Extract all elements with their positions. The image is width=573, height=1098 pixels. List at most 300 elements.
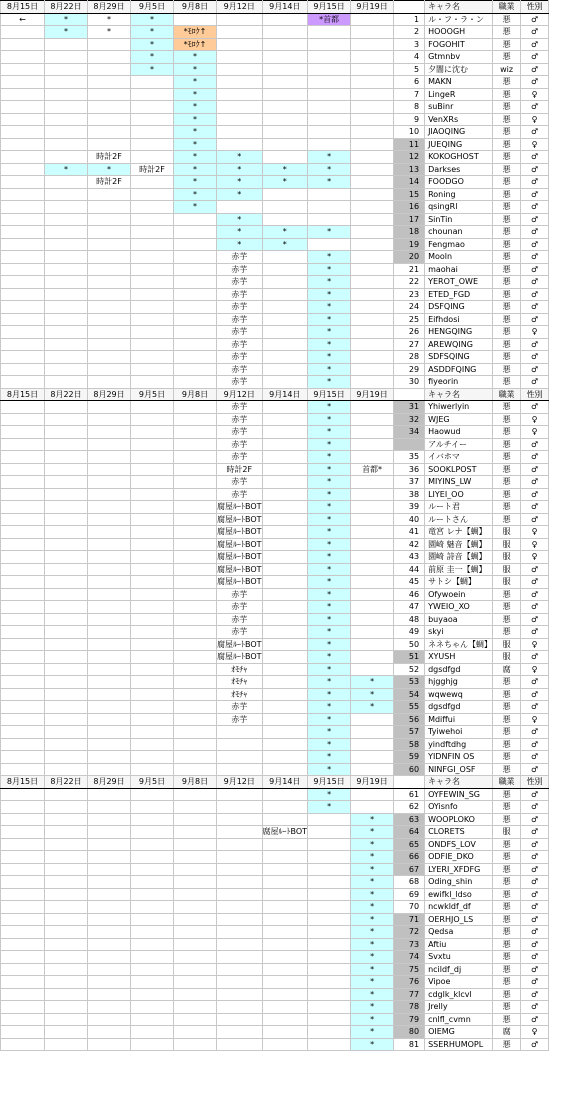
schedule-cell	[131, 401, 174, 414]
schedule-cell	[351, 288, 394, 301]
schedule-cell	[351, 51, 394, 64]
schedule-cell: 赤芋	[217, 713, 263, 726]
schedule-cell	[262, 926, 308, 939]
schedule-cell	[351, 163, 394, 176]
schedule-cell	[351, 26, 394, 39]
schedule-cell	[351, 176, 394, 189]
character-sex: ♂	[521, 213, 549, 226]
sex-header: 性別	[521, 388, 549, 401]
schedule-cell	[88, 438, 131, 451]
schedule-cell	[45, 701, 88, 714]
schedule-cell	[351, 763, 394, 776]
row-number: 80	[394, 1026, 425, 1039]
schedule-cell	[1, 988, 45, 1001]
date-header: 9月12日	[217, 388, 263, 401]
schedule-cell: 赤芋	[217, 588, 263, 601]
schedule-cell	[262, 963, 308, 976]
schedule-cell: *	[308, 788, 351, 801]
character-name: ncwkldf_df	[425, 901, 493, 914]
schedule-cell	[351, 376, 394, 389]
schedule-cell	[45, 926, 88, 939]
character-sex: ♂	[521, 988, 549, 1001]
character-class: 悪	[493, 238, 521, 251]
character-name: サトシ【蜩】	[425, 576, 493, 589]
schedule-cell	[262, 938, 308, 951]
schedule-cell: *	[217, 176, 263, 189]
schedule-cell	[217, 826, 263, 839]
schedule-cell	[45, 401, 88, 414]
schedule-cell	[45, 913, 88, 926]
schedule-cell	[131, 888, 174, 901]
schedule-cell	[45, 38, 88, 51]
character-name: maohai	[425, 263, 493, 276]
schedule-cell: *	[351, 676, 394, 689]
schedule-cell	[45, 138, 88, 151]
character-row	[1, 963, 549, 976]
schedule-cell	[131, 301, 174, 314]
schedule-cell	[351, 326, 394, 339]
schedule-cell	[88, 626, 131, 639]
date-header: 9月19日	[351, 388, 394, 401]
character-sex: ♂	[521, 801, 549, 814]
schedule-cell	[174, 751, 217, 764]
character-name: ルートさん	[425, 513, 493, 526]
character-sex: ♂	[521, 351, 549, 364]
schedule-cell	[131, 851, 174, 864]
schedule-cell	[1, 651, 45, 664]
schedule-cell	[217, 1026, 263, 1039]
character-class: 悪	[493, 913, 521, 926]
character-sex: ♂	[521, 376, 549, 389]
schedule-cell: *	[308, 676, 351, 689]
character-sex: ♂	[521, 363, 549, 376]
character-class: 悪	[493, 263, 521, 276]
row-number: 66	[394, 851, 425, 864]
schedule-cell	[262, 213, 308, 226]
schedule-cell: *	[351, 938, 394, 951]
character-class: 悪	[493, 926, 521, 939]
character-class: 悪	[493, 476, 521, 489]
schedule-cell	[217, 63, 263, 76]
character-class: 悪	[493, 701, 521, 714]
schedule-cell	[88, 826, 131, 839]
date-header: 9月19日	[351, 1, 394, 14]
schedule-cell	[1, 863, 45, 876]
character-row	[1, 788, 549, 801]
character-row	[1, 476, 549, 489]
character-sex: ♂	[521, 276, 549, 289]
schedule-cell: 首都*	[351, 463, 394, 476]
schedule-cell	[262, 326, 308, 339]
schedule-cell	[1, 501, 45, 514]
schedule-cell: *	[308, 426, 351, 439]
character-sex: ♂	[521, 238, 549, 251]
schedule-cell	[1, 588, 45, 601]
sex-header: 性別	[521, 776, 549, 789]
character-sex: ♀	[521, 88, 549, 101]
schedule-cell	[262, 76, 308, 89]
schedule-cell: *	[351, 688, 394, 701]
schedule-cell	[351, 501, 394, 514]
character-sex: ♂	[521, 451, 549, 464]
schedule-cell	[1, 376, 45, 389]
row-number: 79	[394, 1013, 425, 1026]
schedule-cell: *	[351, 888, 394, 901]
character-name: SSERHUMOPL	[425, 1038, 493, 1051]
schedule-cell	[217, 101, 263, 114]
schedule-cell	[131, 251, 174, 264]
row-number: 20	[394, 251, 425, 264]
character-name: XYUSH	[425, 651, 493, 664]
character-name: 前原 圭一【蜩】	[425, 563, 493, 576]
character-class: 悪	[493, 1038, 521, 1051]
schedule-cell	[308, 1001, 351, 1014]
schedule-cell: *	[308, 363, 351, 376]
schedule-cell	[1, 913, 45, 926]
character-name: アルチイー	[425, 438, 493, 451]
character-sex: ♂	[521, 838, 549, 851]
character-class: 悪	[493, 676, 521, 689]
schedule-cell	[262, 63, 308, 76]
schedule-cell	[1, 76, 45, 89]
character-name: YEROT_OWE	[425, 276, 493, 289]
character-name: Eifhdosi	[425, 313, 493, 326]
schedule-cell	[1, 351, 45, 364]
schedule-cell	[45, 251, 88, 264]
schedule-cell	[217, 751, 263, 764]
schedule-cell	[174, 926, 217, 939]
character-sex: ♂	[521, 188, 549, 201]
row-number: 60	[394, 763, 425, 776]
schedule-cell: *	[308, 463, 351, 476]
schedule-cell	[174, 313, 217, 326]
schedule-cell	[1, 413, 45, 426]
character-class: 悪	[493, 688, 521, 701]
row-number: 27	[394, 338, 425, 351]
schedule-cell: *	[308, 451, 351, 464]
character-name: fiyeorin	[425, 376, 493, 389]
date-header: 9月8日	[174, 1, 217, 14]
character-class: 悪	[493, 626, 521, 639]
schedule-cell: *	[262, 238, 308, 251]
schedule-cell: *	[308, 488, 351, 501]
character-name: WOOPLOKO	[425, 813, 493, 826]
schedule-cell: ←	[1, 13, 45, 26]
character-name: 竜宮 レナ【蜩】	[425, 526, 493, 539]
schedule-cell	[262, 813, 308, 826]
character-class: 服	[493, 563, 521, 576]
schedule-cell	[174, 301, 217, 314]
schedule-cell	[131, 576, 174, 589]
character-name: SDFSQING	[425, 351, 493, 364]
header-row	[1, 1, 549, 14]
schedule-cell	[262, 463, 308, 476]
character-row	[1, 663, 549, 676]
schedule-cell	[131, 151, 174, 164]
schedule-cell	[217, 51, 263, 64]
schedule-cell: *	[174, 113, 217, 126]
schedule-cell	[88, 813, 131, 826]
schedule-cell: *	[308, 701, 351, 714]
character-row	[1, 813, 549, 826]
schedule-cell	[45, 376, 88, 389]
character-name: CLORETS	[425, 826, 493, 839]
schedule-cell: *	[308, 801, 351, 814]
row-number	[394, 438, 425, 451]
character-class: 悪	[493, 88, 521, 101]
schedule-cell	[45, 351, 88, 364]
row-number: 35	[394, 451, 425, 464]
row-number: 56	[394, 713, 425, 726]
character-sex: ♂	[521, 976, 549, 989]
character-class: 悪	[493, 288, 521, 301]
schedule-cell	[1, 526, 45, 539]
schedule-cell	[217, 726, 263, 739]
schedule-cell: ｵﾓﾁｬ	[217, 663, 263, 676]
schedule-cell	[1, 401, 45, 414]
row-number: 32	[394, 413, 425, 426]
character-class: 悪	[493, 313, 521, 326]
schedule-cell: *	[308, 626, 351, 639]
date-header: 9月14日	[262, 1, 308, 14]
schedule-cell	[262, 576, 308, 589]
schedule-cell	[217, 888, 263, 901]
date-header: 9月14日	[262, 388, 308, 401]
character-sex: ♂	[521, 826, 549, 839]
row-number: 14	[394, 176, 425, 189]
character-class: 悪	[493, 413, 521, 426]
schedule-cell	[351, 476, 394, 489]
schedule-cell: 赤芋	[217, 263, 263, 276]
schedule-cell: *	[351, 863, 394, 876]
schedule-cell: *	[351, 701, 394, 714]
schedule-cell	[88, 688, 131, 701]
character-name: ルート君	[425, 501, 493, 514]
schedule-cell: *	[131, 51, 174, 64]
schedule-cell	[1, 101, 45, 114]
character-sex: ♂	[521, 51, 549, 64]
character-row	[1, 738, 549, 751]
schedule-cell	[88, 526, 131, 539]
sex-header: 性別	[521, 1, 549, 14]
schedule-cell	[262, 638, 308, 651]
schedule-cell: *	[308, 551, 351, 564]
row-number: 59	[394, 751, 425, 764]
character-sex: ♀	[521, 538, 549, 551]
character-name: Jrelly	[425, 1001, 493, 1014]
schedule-cell	[262, 663, 308, 676]
schedule-cell	[351, 626, 394, 639]
schedule-cell: *	[308, 351, 351, 364]
character-sex: ♂	[521, 651, 549, 664]
schedule-cell	[1, 26, 45, 39]
character-sex: ♀	[521, 638, 549, 651]
schedule-cell	[45, 438, 88, 451]
schedule-cell	[88, 663, 131, 676]
schedule-cell	[174, 326, 217, 339]
character-name: chounan	[425, 226, 493, 239]
schedule-cell	[262, 588, 308, 601]
character-name: dgsdfgd	[425, 701, 493, 714]
name-header: キャラ名	[425, 1, 493, 14]
schedule-cell: 腐屋ﾙｰﾄBOT	[217, 577, 262, 587]
schedule-cell	[262, 1026, 308, 1039]
schedule-cell	[45, 863, 88, 876]
character-class: 悪	[493, 713, 521, 726]
date-header: 9月12日	[217, 776, 263, 789]
schedule-cell	[88, 701, 131, 714]
row-number: 36	[394, 463, 425, 476]
class-header: 職業	[493, 388, 521, 401]
character-sex: ♂	[521, 438, 549, 451]
row-number: 34	[394, 426, 425, 439]
schedule-cell	[45, 813, 88, 826]
character-name: LYERI_XFDFG	[425, 863, 493, 876]
schedule-cell: *	[308, 576, 351, 589]
schedule-cell	[262, 1038, 308, 1051]
schedule-cell	[351, 63, 394, 76]
character-row	[1, 988, 549, 1001]
schedule-cell	[174, 913, 217, 926]
schedule-cell	[262, 838, 308, 851]
schedule-cell	[1, 638, 45, 651]
schedule-cell	[45, 526, 88, 539]
schedule-cell	[308, 76, 351, 89]
schedule-cell	[174, 251, 217, 264]
schedule-cell: 腐屋ﾙｰﾄBOT	[217, 502, 262, 512]
schedule-cell	[88, 863, 131, 876]
row-number: 41	[394, 526, 425, 539]
schedule-cell	[308, 26, 351, 39]
schedule-cell	[174, 476, 217, 489]
schedule-cell	[45, 1001, 88, 1014]
schedule-cell	[174, 826, 217, 839]
schedule-cell: *	[88, 163, 131, 176]
schedule-cell	[45, 563, 88, 576]
character-sex: ♂	[521, 226, 549, 239]
schedule-cell: *	[174, 201, 217, 214]
schedule-cell	[217, 1013, 263, 1026]
character-name: VenXRs	[425, 113, 493, 126]
schedule-cell: 腐屋ﾙｰﾄBOT	[217, 564, 262, 574]
schedule-cell	[1, 1013, 45, 1026]
schedule-cell	[45, 363, 88, 376]
schedule-cell	[131, 926, 174, 939]
schedule-cell	[45, 188, 88, 201]
schedule-cell	[262, 401, 308, 414]
schedule-cell	[262, 101, 308, 114]
date-header: 8月22日	[45, 776, 88, 789]
row-number: 3	[394, 38, 425, 51]
schedule-cell: *	[351, 838, 394, 851]
character-row	[1, 276, 549, 289]
schedule-cell	[308, 38, 351, 51]
character-class: 悪	[493, 213, 521, 226]
character-row	[1, 713, 549, 726]
row-number: 67	[394, 863, 425, 876]
schedule-cell	[174, 338, 217, 351]
schedule-cell	[262, 351, 308, 364]
schedule-cell	[308, 1038, 351, 1051]
character-class: 悪	[493, 376, 521, 389]
character-row	[1, 526, 549, 539]
row-number: 26	[394, 326, 425, 339]
schedule-cell	[174, 688, 217, 701]
character-row	[1, 226, 549, 239]
schedule-cell: *ﾓﾛｸ↑	[174, 38, 217, 51]
row-number: 55	[394, 701, 425, 714]
character-class: 悪	[493, 813, 521, 826]
character-sex: ♂	[521, 851, 549, 864]
schedule-cell	[131, 976, 174, 989]
character-name: hjgghjg	[425, 676, 493, 689]
schedule-cell: *	[262, 226, 308, 239]
schedule-cell	[45, 301, 88, 314]
row-number: 49	[394, 626, 425, 639]
character-row	[1, 951, 549, 964]
schedule-cell	[88, 801, 131, 814]
schedule-cell	[1, 713, 45, 726]
schedule-cell	[217, 876, 263, 889]
character-row	[1, 113, 549, 126]
character-class: 悪	[493, 401, 521, 414]
character-class: 悪	[493, 963, 521, 976]
character-sex: ♂	[521, 1038, 549, 1051]
schedule-cell: *	[308, 588, 351, 601]
schedule-cell	[45, 288, 88, 301]
schedule-cell	[45, 276, 88, 289]
schedule-cell	[174, 1013, 217, 1026]
character-row	[1, 676, 549, 689]
schedule-cell	[88, 713, 131, 726]
schedule-cell	[217, 951, 263, 964]
schedule-cell	[45, 638, 88, 651]
schedule-cell	[174, 576, 217, 589]
character-class: 服	[493, 526, 521, 539]
schedule-cell	[88, 126, 131, 139]
schedule-cell: *	[308, 263, 351, 276]
character-class: 悪	[493, 113, 521, 126]
schedule-cell	[262, 188, 308, 201]
character-name: 園崎 魅音【蜩】	[425, 538, 493, 551]
schedule-cell	[174, 876, 217, 889]
character-sex: ♀	[521, 413, 549, 426]
schedule-cell	[1, 263, 45, 276]
schedule-cell	[174, 713, 217, 726]
character-name: JUEQING	[425, 138, 493, 151]
character-class: 悪	[493, 951, 521, 964]
character-sex: ♂	[521, 338, 549, 351]
schedule-cell	[1, 951, 45, 964]
character-name: Tyiwehoi	[425, 726, 493, 739]
schedule-cell	[351, 726, 394, 739]
schedule-cell	[174, 401, 217, 414]
schedule-cell	[88, 376, 131, 389]
character-class: 服	[493, 538, 521, 551]
character-sex: ♂	[521, 913, 549, 926]
schedule-cell	[1, 451, 45, 464]
schedule-cell	[351, 713, 394, 726]
character-name: Roning	[425, 188, 493, 201]
row-number: 23	[394, 288, 425, 301]
schedule-cell	[262, 151, 308, 164]
schedule-cell: *	[174, 126, 217, 139]
schedule-cell	[88, 263, 131, 276]
character-row	[1, 426, 549, 439]
schedule-cell	[1, 488, 45, 501]
character-row	[1, 926, 549, 939]
character-name: Oding_shin	[425, 876, 493, 889]
